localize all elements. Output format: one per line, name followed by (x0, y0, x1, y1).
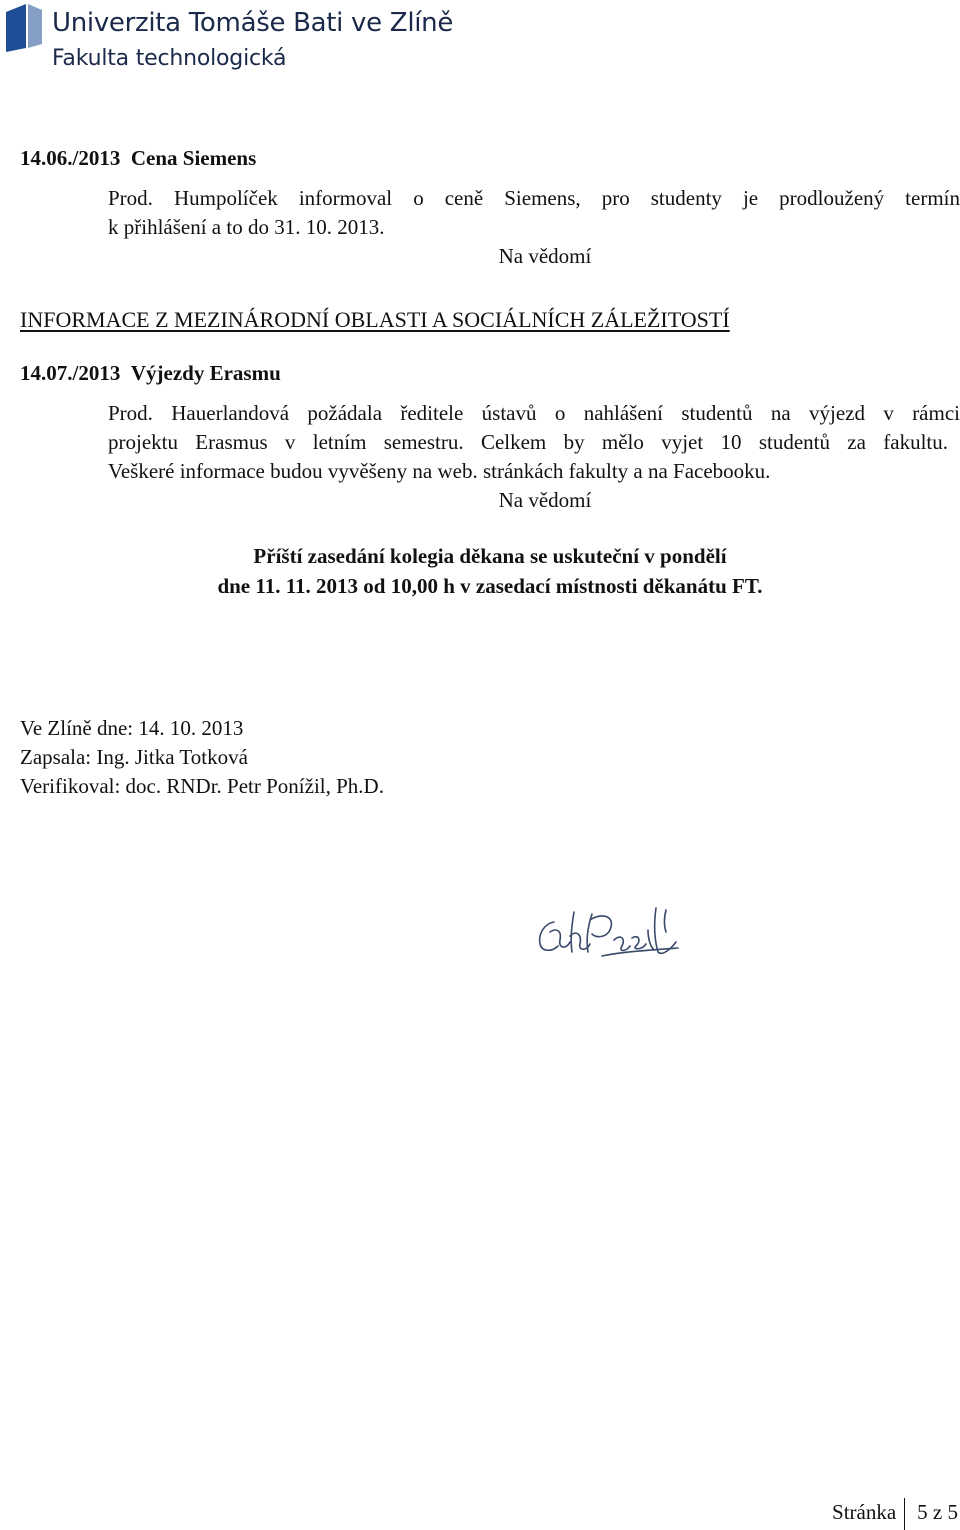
page-footer (832, 1500, 960, 1530)
item-1-line-1: Prod. Humpolíček informoval o ceně Siemens, pro studenty je prodloužený termín (108, 186, 960, 210)
item-1-title: Cena Siemens (130, 146, 257, 170)
item-1-date: 14.06./2013 (20, 146, 121, 170)
verified-by: Verifikoval: doc. RNDr. Petr Ponížil, Ph.D. (20, 774, 384, 798)
item-1-resolution: Na vědomí (498, 244, 592, 268)
recorded-by: Zapsala: Ing. Jitka Totková (20, 745, 248, 769)
item-1-heading (20, 146, 256, 171)
item-2-resolution: Na vědomí (498, 488, 592, 512)
page-label: Stránka (832, 1500, 897, 1524)
item-2-line-1: Prod. Hauerlandová požádala ředitele ústavů o nahlášení studentů na výjezd v rámci (108, 401, 960, 425)
university-name: Univerzita Tomáše Bati ve Zlíně (52, 8, 454, 38)
place-date: Ve Zlíně dne: 14. 10. 2013 (20, 716, 244, 740)
item-2-heading (20, 361, 281, 386)
faculty-name: Fakulta technologická (52, 46, 287, 71)
item-2-date: 14.07./2013 (20, 361, 121, 385)
page-number: 5 z 5 (917, 1500, 958, 1524)
item-1-line-2: k přihlášení a to do 31. 10. 2013. (108, 215, 385, 239)
item-2-line-3: Veškeré informace budou vyvěšeny na web. stránkách fakulty a na Facebooku. (108, 459, 771, 483)
item-2-title: Výjezdy Erasmu (130, 361, 281, 385)
item-2-line-2: projektu Erasmus v letním semestru. Celkem by mělo vyjet 10 studentů za fakultu. (108, 430, 948, 454)
section-heading: INFORMACE Z MEZINÁRODNÍ OBLASTI A SOCIÁLNÍCH ZÁLEŽITOSTÍ (20, 307, 730, 332)
next-meeting-line-1: Příští zasedání kolegia děkana se uskuteční v pondělí (253, 544, 727, 568)
university-logo (6, 4, 454, 80)
signature (530, 900, 690, 964)
logo-mark-icon (6, 4, 46, 52)
next-meeting-line-2: dne 11. 11. 2013 od 10,00 h v zasedací místnosti děkanátu FT. (217, 574, 763, 598)
